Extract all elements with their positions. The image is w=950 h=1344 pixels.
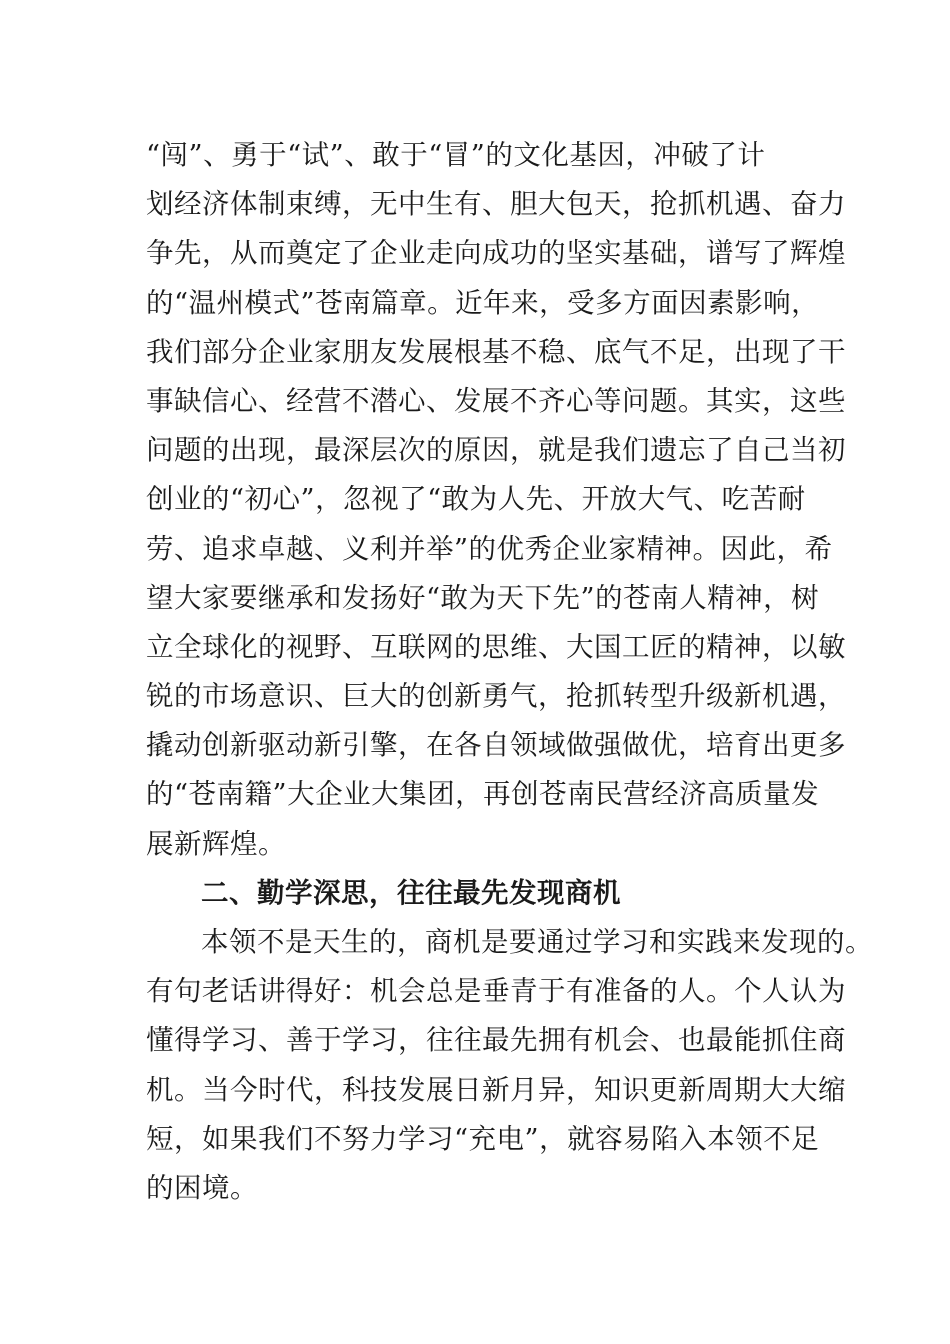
text-line: 的“温州模式”苍南篇章。近年来，受多方面因素影响， — [146, 286, 820, 319]
text-line: 劳、追求卓越、义利并举”的优秀企业家精神。因此，希 — [146, 532, 833, 565]
text-line: 问题的出现，最深层次的原因，就是我们遗忘了自己当初 — [146, 434, 846, 467]
text-line: 划经济体制束缚，无中生有、胆大包天，抢抓机遇、奋力 — [146, 188, 846, 221]
text-line: “闯”、勇于“试”、敢于“冒”的文化基因，冲破了计 — [146, 139, 766, 171]
text-line: 争先，从而奠定了企业走向成功的坚实基础，谱写了辉煌 — [146, 237, 846, 270]
text-line: 创业的“初心”，忽视了“敢为人先、开放大气、吃苦耐 — [146, 483, 806, 516]
text-line: 锐的市场意识、巨大的创新勇气，抢抓转型升级新机遇， — [146, 680, 846, 713]
text-line: 懂得学习、善于学习，往往最先拥有机会、也最能抓住商 — [146, 1024, 846, 1057]
paragraph-continued — [146, 131, 846, 869]
text-line: 撬动创新驱动新引擎，在各自领域做强做优，培育出更多 — [146, 729, 846, 762]
text-line: 展新辉煌。 — [146, 827, 286, 860]
document-body — [146, 131, 873, 1213]
section-heading: 二、勤学深思，往往最先发现商机 — [201, 876, 621, 909]
paragraph — [146, 918, 873, 1213]
text-line: 我们部分企业家朋友发展根基不稳、底气不足，出现了干 — [146, 335, 846, 368]
text-line: 有句老话讲得好：机会总是垂青于有准备的人。个人认为 — [146, 975, 846, 1008]
text-line: 机。当今时代，科技发展日新月异，知识更新周期大大缩 — [146, 1073, 846, 1106]
text-line: 的困境。 — [146, 1171, 258, 1204]
text-line: 立全球化的视野、互联网的思维、大国工匠的精神，以敏 — [146, 630, 846, 663]
text-line: 的“苍南籍”大企业大集团，再创苍南民营经济高质量发 — [146, 778, 820, 811]
text-line: 本领不是天生的，商机是要通过学习和实践来发现的。 — [201, 926, 873, 958]
text-line: 短，如果我们不努力学习“充电”，就容易陷入本领不足 — [146, 1122, 820, 1155]
text-line: 望大家要继承和发扬好“敢为天下先”的苍南人精神，树 — [146, 581, 820, 614]
text-line: 事缺信心、经营不潜心、发展不齐心等问题。其实，这些 — [146, 384, 846, 417]
